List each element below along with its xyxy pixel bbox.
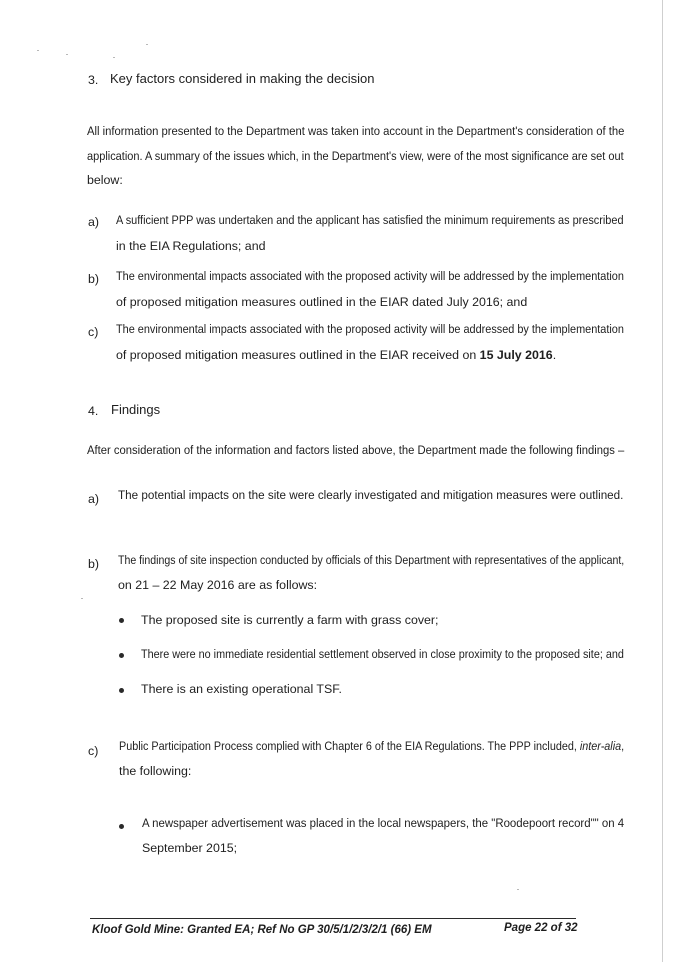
section-3-intro-line-1: All information presented to the Department was taken into account in the Department's consideration of the <box>87 124 625 138</box>
section-4-intro: After consideration of the information and factors listed above, the Department made the following findings – <box>87 443 625 457</box>
bullet-dot <box>119 824 124 829</box>
scan-edge-line <box>662 0 663 962</box>
finding-c-bullet-line-1: A newspaper advertisement was placed in the local newspapers, the "Roodepoort record"" on 4 <box>142 816 625 830</box>
item-c-label: c) <box>88 325 99 339</box>
section-3-intro-line-3: below: <box>87 173 123 187</box>
scan-speck <box>66 54 68 55</box>
item-a-line-2: in the EIA Regulations; and <box>116 239 266 253</box>
section-3-intro-line-2: application. A summary of the issues which, in the Department's view, were of the most significance are set out <box>87 149 624 163</box>
footer-reference: Kloof Gold Mine: Granted EA; Ref No GP 30/5/1/2/3/2/1 (66) EM <box>92 924 432 936</box>
page-number: Page 22 of 32 <box>504 922 578 934</box>
scan-speck <box>517 889 519 890</box>
finding-c-line-1 <box>119 739 624 754</box>
finding-c-inter-alia: inter-alia <box>579 739 622 753</box>
finding-b-bullet-3: There is an existing operational TSF. <box>141 682 342 696</box>
finding-b-label: b) <box>88 557 100 571</box>
finding-c-comma: , <box>621 739 625 753</box>
section-3-number: 3. <box>88 73 99 87</box>
finding-b-line-2: on 21 – 22 May 2016 are as follows: <box>118 578 318 592</box>
finding-b-bullet-1: The proposed site is currently a farm with grass cover; <box>141 613 439 627</box>
finding-a-text: The potential impacts on the site were clearly investigated and mitigation measures were outlined. <box>118 488 624 502</box>
item-a-line-1: A sufficient PPP was undertaken and the applicant has satisfied the minimum requirements as prescribed <box>116 213 624 227</box>
bullet-dot <box>119 688 124 693</box>
item-c-date: 15 July 2016 <box>479 348 553 362</box>
item-b-line-2: of proposed mitigation measures outlined in the EIAR dated July 2016; and <box>116 295 528 309</box>
bullet-dot <box>119 653 124 658</box>
scan-speck <box>146 44 148 45</box>
finding-a-label: a) <box>88 492 100 506</box>
section-3-heading: Key factors considered in making the decision <box>110 71 375 86</box>
item-c-line-2-text: of proposed mitigation measures outlined in the EIAR received on <box>116 348 480 362</box>
finding-c-label: c) <box>88 744 99 758</box>
bullet-dot <box>119 618 124 623</box>
item-a-label: a) <box>88 215 100 229</box>
item-c-period: . <box>552 348 557 362</box>
footer-rule <box>90 918 576 919</box>
item-c-line-2 <box>116 348 556 363</box>
finding-c-line-1-text: Public Participation Process complied with Chapter 6 of the EIA Regulations. The PPP included, <box>119 739 580 753</box>
section-4-number: 4. <box>88 404 99 418</box>
item-b-label: b) <box>88 272 100 286</box>
finding-b-bullet-2: There were no immediate residential settlement observed in close proximity to the proposed site; and <box>141 647 624 661</box>
finding-c-line-2: the following: <box>119 764 192 778</box>
scan-speck <box>113 57 115 58</box>
item-b-line-1: The environmental impacts associated with the proposed activity will be addressed by the implementation <box>116 269 624 283</box>
scan-speck <box>37 50 39 51</box>
item-c-line-1: The environmental impacts associated with the proposed activity will be addressed by the implementation <box>116 322 624 336</box>
finding-c-bullet-line-2: September 2015; <box>142 841 238 855</box>
finding-b-line-1: The findings of site inspection conducted by officials of this Department with representatives of the applicant, <box>118 553 625 567</box>
scan-speck <box>81 598 83 599</box>
section-4-heading: Findings <box>111 402 161 417</box>
